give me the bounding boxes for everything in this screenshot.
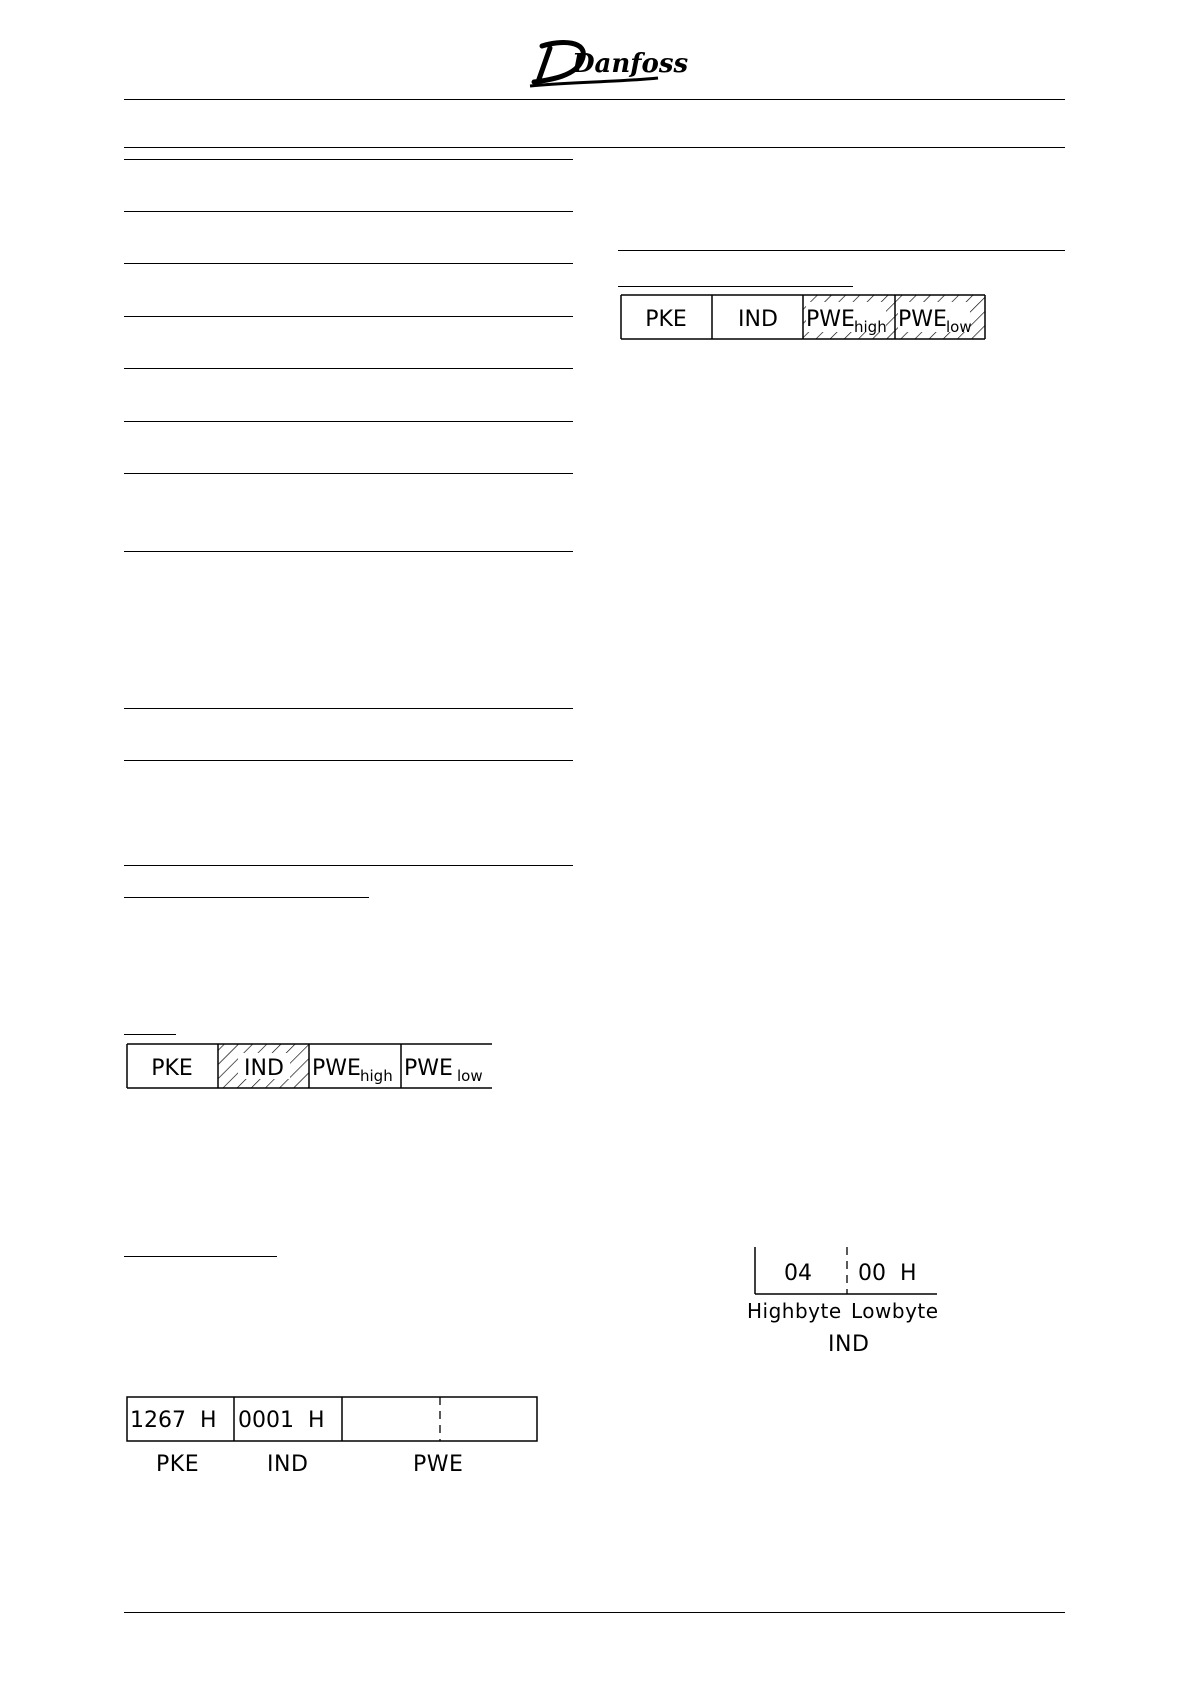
highbyte-label: Highbyte (747, 1299, 842, 1323)
footer-rule (124, 1612, 1065, 1613)
left-subrule (124, 1256, 277, 1257)
cell-pwe-high-sub: high (854, 318, 887, 336)
example-telegram (126, 1396, 540, 1444)
left-rule (124, 708, 573, 709)
right-rule (618, 250, 1065, 251)
ind-byte-diagram (750, 1245, 940, 1297)
cell-pwe-high-sub: high (360, 1067, 393, 1085)
left-rule (124, 421, 573, 422)
cell-pke: PKE (151, 1056, 193, 1081)
lowbyte-label: Lowbyte (851, 1299, 939, 1323)
header-rule-bottom (124, 147, 1065, 148)
cell-pwe-low: PWE (404, 1056, 453, 1081)
value-ind: 0001 H (238, 1408, 325, 1433)
left-rule (124, 368, 573, 369)
left-rule (124, 316, 573, 317)
cell-pke: PKE (645, 307, 687, 332)
header-rule-top (124, 99, 1065, 100)
logo-text: Danfoss (572, 49, 689, 79)
left-rule (124, 263, 573, 264)
left-subrule (124, 897, 369, 898)
telegram-diagram-ind (126, 1043, 496, 1091)
cell-pwe-high: PWE (312, 1056, 361, 1081)
left-subrule (124, 1034, 176, 1035)
right-subrule (618, 286, 853, 287)
left-rule (124, 473, 573, 474)
left-rule (124, 865, 573, 866)
label-pwe: PWE (413, 1452, 464, 1477)
ind-caption: IND (828, 1332, 870, 1357)
highbyte-value: 04 (784, 1261, 812, 1286)
left-rule (124, 551, 573, 552)
label-pke: PKE (156, 1452, 200, 1477)
danfoss-logo (520, 36, 689, 92)
value-pke: 1267 H (130, 1408, 217, 1433)
left-rule (124, 211, 573, 212)
cell-ind: IND (738, 307, 778, 332)
label-ind: IND (267, 1452, 309, 1477)
cell-pwe-low-sub: low (457, 1067, 483, 1085)
cell-pwe-low: PWE (898, 307, 947, 332)
cell-ind: IND (244, 1056, 284, 1081)
lowbyte-value: 00 H (858, 1261, 917, 1286)
cell-pwe-high: PWE (806, 307, 855, 332)
left-rule (124, 760, 573, 761)
telegram-diagram-pwe (620, 294, 990, 342)
left-rule (124, 159, 573, 160)
cell-pwe-low-sub: low (946, 318, 972, 336)
